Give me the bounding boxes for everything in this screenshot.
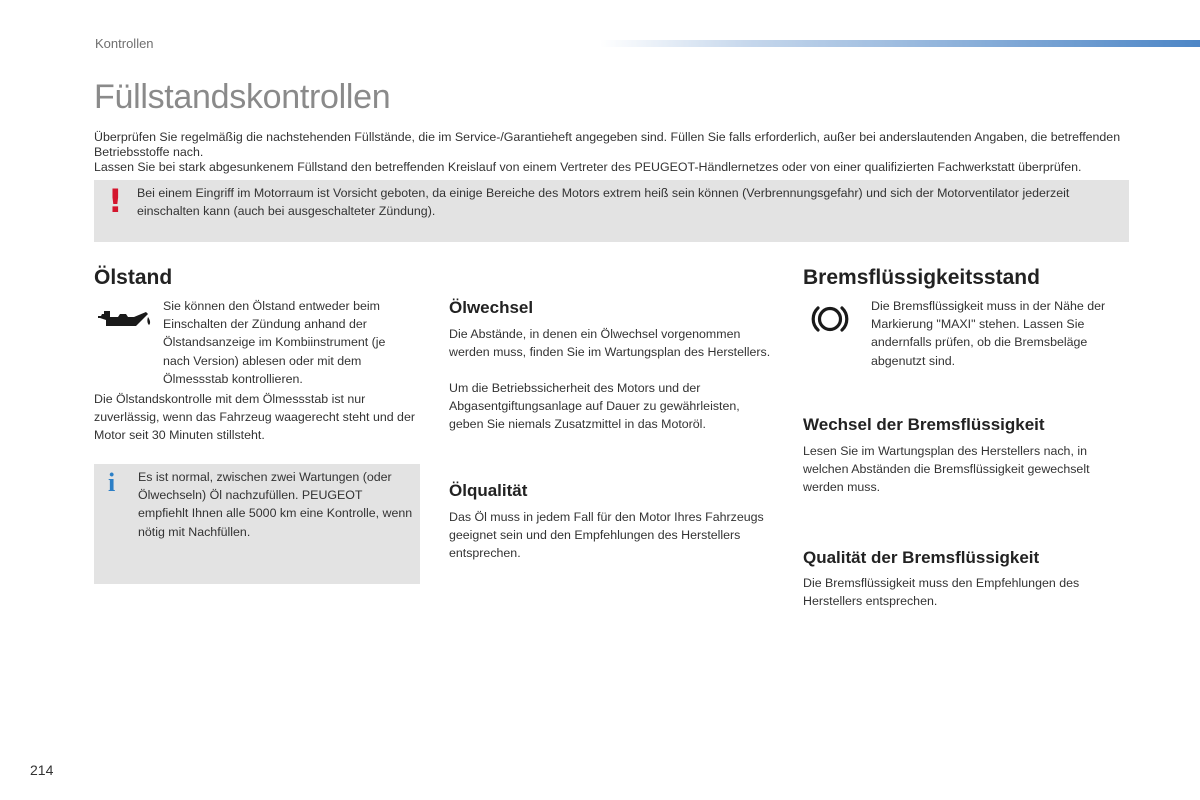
exclamation-icon: ! [108, 182, 123, 220]
intro-paragraph-1: Überprüfen Sie regelmäßig die nachstehenden Füllstände, die im Service-/Garantieheft angegeben sind. Füllen Sie falls erforderlich, außer bei anderslautenden Angaben, die betreffenden Betriebsstoffe nach. [94, 130, 1121, 159]
section-label: Kontrollen [95, 36, 154, 51]
oelwechsel-text-2: Um die Betriebssicherheit des Motors und der Abgasentgiftungsanlage auf Dauer zu gewährleisten, geben Sie niemals Zusatzmittel in das Motoröl. [449, 381, 740, 432]
oelwechsel-text-1: Die Abstände, in denen ein Ölwechsel vorgenommen werden muss, finden Sie im Wartungsplan des Herstellers. [449, 327, 771, 360]
qualitaet-text: Die Bremsflüssigkeit muss den Empfehlungen des Herstellers entsprechen. [803, 576, 1080, 609]
brake-warning-icon [806, 300, 854, 338]
brems-heading: Bremsflüssigkeitsstand [803, 266, 1040, 289]
oelstand-text-2: Die Ölstandskontrolle mit dem Ölmessstab ist nur zuverlässig, wenn das Fahrzeug waagerecht steht und der Motor seit 30 Minuten stillsteht. [94, 392, 415, 443]
warning-box [94, 180, 1129, 242]
brems-text: Die Bremsflüssigkeit muss in der Nähe der Markierung "MAXI" stehen. Lassen Sie andernfalls prüfen, ob die Bremsbeläge abgenutzt sind. [871, 299, 1106, 368]
intro-paragraph-2: Lassen Sie bei stark abgesunkenem Füllstand den betreffenden Kreislauf von einem Vertreter des PEUGEOT-Händlernetzes oder von einer qualifizierten Fachwerkstatt überprüfen. [94, 160, 1082, 174]
page-title: Füllstandskontrollen [94, 78, 391, 116]
page-number: 214 [30, 762, 54, 778]
oelqualitaet-text: Das Öl muss in jedem Fall für den Motor Ihres Fahrzeugs geeignet sein und den Empfehlungen des Herstellers entsprechen. [449, 510, 764, 561]
info-icon: i [108, 468, 116, 497]
header-accent-bar [600, 40, 1200, 47]
qualitaet-heading: Qualität der Bremsflüssigkeit [803, 548, 1040, 567]
oelqualitaet-heading: Ölqualität [449, 481, 528, 500]
oil-can-icon [96, 306, 154, 332]
info-box [94, 464, 420, 584]
oelwechsel-heading: Ölwechsel [449, 298, 534, 317]
oelstand-heading: Ölstand [94, 266, 173, 289]
wechsel-text: Lesen Sie im Wartungsplan des Herstellers nach, in welchen Abständen die Bremsflüssigkeit gewechselt werden muss. [803, 444, 1090, 495]
wechsel-heading: Wechsel der Bremsflüssigkeit [803, 415, 1045, 434]
intro-text [94, 130, 1134, 175]
oelstand-text-1: Sie können den Ölstand entweder beim Einschalten der Zündung anhand der Ölstandsanzeige im Kombiinstrument (je nach Version) ablesen oder mit dem Ölmessstab kontrollieren. [163, 299, 386, 386]
info-text: Es ist normal, zwischen zwei Wartungen (oder Ölwechseln) Öl nachzufüllen. PEUGEOT empfiehlt Ihnen alle 5000 km eine Kontrolle, wenn nötig mit Nachfüllen. [138, 470, 413, 539]
warning-text: Bei einem Eingriff im Motorraum ist Vorsicht geboten, da einige Bereiche des Motors extrem heiß sein können (Verbrennungsgefahr) und sich der Motorventilator jederzeit einschalten kann (auch bei ausgeschalteter Zündung). [137, 186, 1070, 219]
